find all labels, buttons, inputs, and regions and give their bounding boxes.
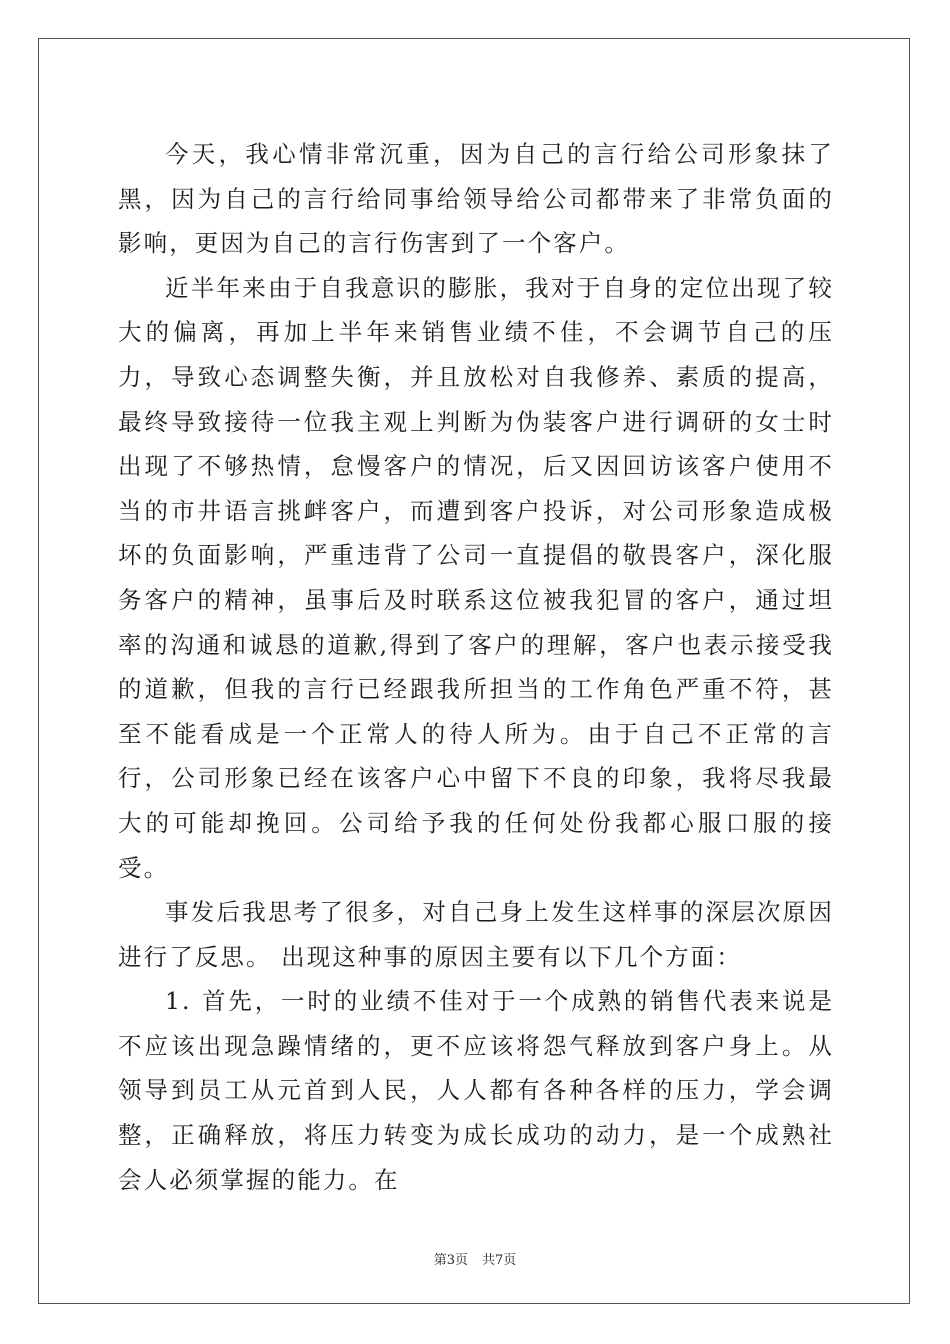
paragraph: 今天，我心情非常沉重，因为自己的言行给公司形象抹了黑，因为自己的言行给同事给领导给公司都带来了非常负面的影响，更因为自己的言行伤害到了一个客户。 — [118, 140, 834, 258]
paragraph: 事发后我思考了很多，对自己身上发生这样事的深层次原因进行了反思。 出现这种事的原因主要有以下几个方面： — [118, 898, 834, 971]
page-footer — [0, 1249, 950, 1268]
page-number-total: 共7页 — [482, 1253, 517, 1268]
page-number-current: 第3页 — [433, 1253, 468, 1268]
document-body — [118, 132, 834, 1202]
paragraph: 1. 首先，一时的业绩不佳对于一个成熟的销售代表来说是不应该出现急躁情绪的，更不应该将怨气释放到客户身上。从领导到员工从元首到人民，人人都有各种各样的压力，学会调整，正确释放，将压力转变为成长成功的动力，是一个成熟社会人必须掌握的能力。在 — [118, 987, 834, 1194]
paragraph: 近半年来由于自我意识的膨胀，我对于自身的定位出现了较大的偏离，再加上半年来销售业绩不佳，不会调节自己的压力，导致心态调整失衡，并且放松对自我修养、素质的提高，最终导致接待一位我主观上判断为伪装客户进行调研的女士时出现了不够热情，怠慢客户的情况，后又因回访该客户使用不当的市井语言挑衅客户，而遭到客户投诉，对公司形象造成极坏的负面影响，严重违背了公司一直提倡的敬畏客户，深化服务客户的精神，虽事后及时联系这位被我犯冒的客户，通过坦率的沟通和诚恳的道歉,得到了客户的理解，客户也表示接受我的道歉，但我的言行已经跟我所担当的工作角色严重不符，甚至不能看成是一个正常人的待人所为。由于自己不正常的言行，公司形象已经在该客户心中留下不良的印象，我将尽我最大的可能却挽回。公司给予我的任何处份我都心服口服的接受。 — [118, 273, 834, 882]
